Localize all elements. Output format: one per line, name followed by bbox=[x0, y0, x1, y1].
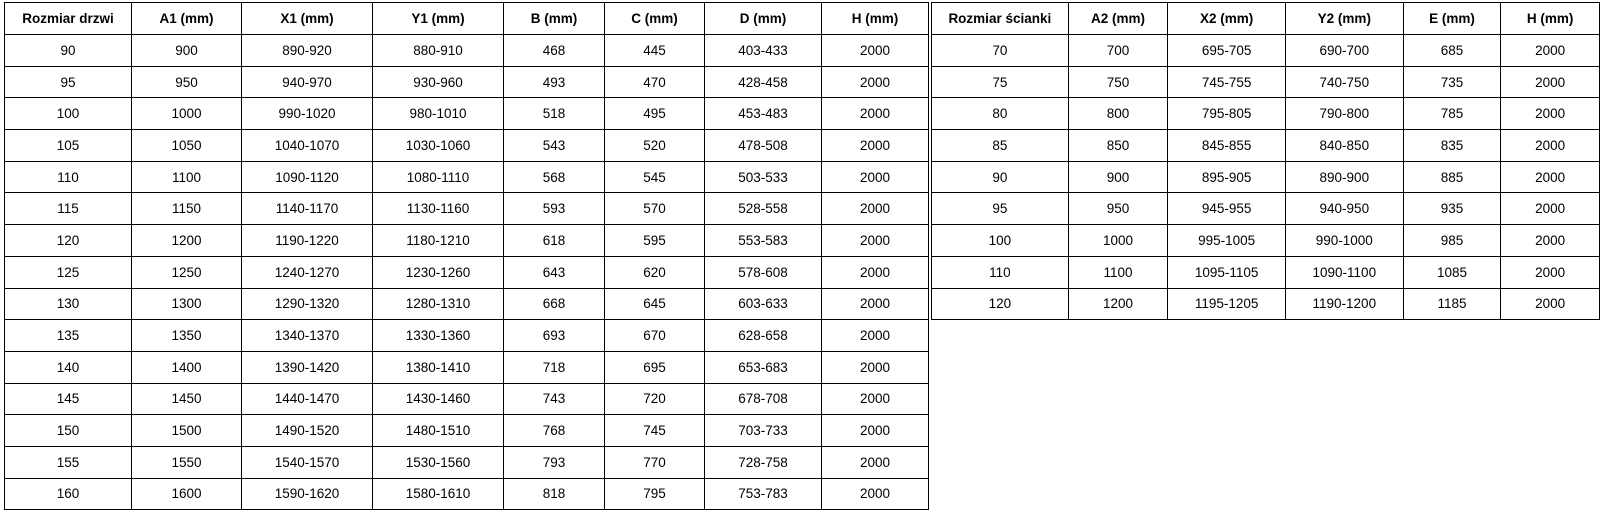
walls-cell: 835 bbox=[1403, 130, 1501, 162]
doors-cell: 1450 bbox=[132, 383, 242, 415]
doors-cell: 900 bbox=[132, 35, 242, 67]
doors-dimensions-table-container bbox=[4, 2, 929, 510]
table-row bbox=[5, 415, 929, 447]
doors-column-header: H (mm) bbox=[822, 3, 929, 35]
walls-cell: 700 bbox=[1068, 35, 1168, 67]
doors-cell: 795 bbox=[605, 478, 705, 510]
doors-cell: 603-633 bbox=[705, 288, 822, 320]
table-row bbox=[932, 288, 1600, 320]
walls-cell: 740-750 bbox=[1285, 66, 1403, 98]
walls-cell: 790-800 bbox=[1285, 98, 1403, 130]
doors-column-header: Rozmiar drzwi bbox=[5, 3, 132, 35]
doors-cell: 403-433 bbox=[705, 35, 822, 67]
doors-cell: 2000 bbox=[822, 193, 929, 225]
doors-cell: 543 bbox=[504, 130, 605, 162]
walls-cell: 1190-1200 bbox=[1285, 288, 1403, 320]
doors-cell: 568 bbox=[504, 161, 605, 193]
walls-cell: 1200 bbox=[1068, 288, 1168, 320]
walls-cell: 735 bbox=[1403, 66, 1501, 98]
doors-cell: 105 bbox=[5, 130, 132, 162]
doors-cell: 1040-1070 bbox=[242, 130, 373, 162]
doors-cell: 695 bbox=[605, 351, 705, 383]
walls-cell: 690-700 bbox=[1285, 35, 1403, 67]
doors-cell: 445 bbox=[605, 35, 705, 67]
doors-cell: 950 bbox=[132, 66, 242, 98]
doors-cell: 1550 bbox=[132, 446, 242, 478]
walls-cell: 750 bbox=[1068, 66, 1168, 98]
table-row bbox=[5, 193, 929, 225]
walls-cell: 745-755 bbox=[1168, 66, 1286, 98]
table-row bbox=[5, 66, 929, 98]
doors-cell: 595 bbox=[605, 225, 705, 257]
table-row bbox=[5, 98, 929, 130]
doors-column-header: D (mm) bbox=[705, 3, 822, 35]
walls-cell: 695-705 bbox=[1168, 35, 1286, 67]
walls-cell: 2000 bbox=[1501, 98, 1600, 130]
doors-cell: 620 bbox=[605, 256, 705, 288]
doors-cell: 125 bbox=[5, 256, 132, 288]
walls-cell: 1185 bbox=[1403, 288, 1501, 320]
table-header-row bbox=[5, 3, 929, 35]
walls-cell: 2000 bbox=[1501, 35, 1600, 67]
doors-cell: 930-960 bbox=[373, 66, 504, 98]
doors-cell: 1600 bbox=[132, 478, 242, 510]
doors-cell: 155 bbox=[5, 446, 132, 478]
walls-cell: 2000 bbox=[1501, 225, 1600, 257]
walls-cell: 1085 bbox=[1403, 256, 1501, 288]
doors-cell: 1180-1210 bbox=[373, 225, 504, 257]
walls-cell: 885 bbox=[1403, 161, 1501, 193]
doors-cell: 545 bbox=[605, 161, 705, 193]
walls-cell: 85 bbox=[932, 130, 1069, 162]
table-row bbox=[5, 320, 929, 352]
table-header-row bbox=[932, 3, 1600, 35]
doors-cell: 770 bbox=[605, 446, 705, 478]
doors-cell: 2000 bbox=[822, 320, 929, 352]
doors-cell: 703-733 bbox=[705, 415, 822, 447]
doors-cell: 2000 bbox=[822, 478, 929, 510]
doors-cell: 890-920 bbox=[242, 35, 373, 67]
doors-cell: 115 bbox=[5, 193, 132, 225]
doors-cell: 2000 bbox=[822, 225, 929, 257]
doors-cell: 90 bbox=[5, 35, 132, 67]
doors-cell: 718 bbox=[504, 351, 605, 383]
doors-cell: 1150 bbox=[132, 193, 242, 225]
doors-cell: 1250 bbox=[132, 256, 242, 288]
doors-cell: 728-758 bbox=[705, 446, 822, 478]
doors-cell: 1440-1470 bbox=[242, 383, 373, 415]
doors-dimensions-table bbox=[4, 2, 929, 510]
table-row bbox=[932, 193, 1600, 225]
doors-cell: 990-1020 bbox=[242, 98, 373, 130]
table-row bbox=[932, 130, 1600, 162]
walls-cell: 1100 bbox=[1068, 256, 1168, 288]
walls-cell: 685 bbox=[1403, 35, 1501, 67]
doors-cell: 493 bbox=[504, 66, 605, 98]
doors-cell: 1330-1360 bbox=[373, 320, 504, 352]
table-row bbox=[5, 446, 929, 478]
doors-cell: 95 bbox=[5, 66, 132, 98]
walls-cell: 2000 bbox=[1501, 288, 1600, 320]
walls-cell: 995-1005 bbox=[1168, 225, 1286, 257]
doors-cell: 1000 bbox=[132, 98, 242, 130]
doors-cell: 2000 bbox=[822, 415, 929, 447]
doors-cell: 720 bbox=[605, 383, 705, 415]
table-row bbox=[932, 35, 1600, 67]
walls-cell: 100 bbox=[932, 225, 1069, 257]
doors-cell: 668 bbox=[504, 288, 605, 320]
walls-cell: 845-855 bbox=[1168, 130, 1286, 162]
doors-cell: 478-508 bbox=[705, 130, 822, 162]
doors-cell: 130 bbox=[5, 288, 132, 320]
doors-cell: 793 bbox=[504, 446, 605, 478]
doors-cell: 553-583 bbox=[705, 225, 822, 257]
doors-cell: 1500 bbox=[132, 415, 242, 447]
walls-cell: 2000 bbox=[1501, 161, 1600, 193]
walls-cell: 990-1000 bbox=[1285, 225, 1403, 257]
doors-cell: 743 bbox=[504, 383, 605, 415]
doors-cell: 643 bbox=[504, 256, 605, 288]
doors-cell: 1030-1060 bbox=[373, 130, 504, 162]
doors-cell: 2000 bbox=[822, 383, 929, 415]
doors-cell: 1490-1520 bbox=[242, 415, 373, 447]
doors-cell: 1140-1170 bbox=[242, 193, 373, 225]
walls-column-header: A2 (mm) bbox=[1068, 3, 1168, 35]
doors-cell: 693 bbox=[504, 320, 605, 352]
doors-cell: 745 bbox=[605, 415, 705, 447]
doors-cell: 940-970 bbox=[242, 66, 373, 98]
walls-dimensions-table bbox=[931, 2, 1600, 320]
doors-cell: 1080-1110 bbox=[373, 161, 504, 193]
table-row bbox=[5, 161, 929, 193]
doors-cell: 2000 bbox=[822, 66, 929, 98]
table-row bbox=[932, 225, 1600, 257]
walls-cell: 840-850 bbox=[1285, 130, 1403, 162]
doors-cell: 1530-1560 bbox=[373, 446, 504, 478]
walls-cell: 985 bbox=[1403, 225, 1501, 257]
doors-cell: 145 bbox=[5, 383, 132, 415]
walls-column-header: Y2 (mm) bbox=[1285, 3, 1403, 35]
doors-cell: 453-483 bbox=[705, 98, 822, 130]
doors-cell: 578-608 bbox=[705, 256, 822, 288]
doors-cell: 495 bbox=[605, 98, 705, 130]
walls-column-header: Rozmiar ścianki bbox=[932, 3, 1069, 35]
doors-cell: 1280-1310 bbox=[373, 288, 504, 320]
walls-cell: 95 bbox=[932, 193, 1069, 225]
doors-cell: 628-658 bbox=[705, 320, 822, 352]
doors-column-header: C (mm) bbox=[605, 3, 705, 35]
doors-column-header: B (mm) bbox=[504, 3, 605, 35]
table-row bbox=[5, 35, 929, 67]
doors-cell: 470 bbox=[605, 66, 705, 98]
walls-cell: 110 bbox=[932, 256, 1069, 288]
walls-column-header: X2 (mm) bbox=[1168, 3, 1286, 35]
doors-column-header: Y1 (mm) bbox=[373, 3, 504, 35]
walls-column-header: H (mm) bbox=[1501, 3, 1600, 35]
walls-cell: 80 bbox=[932, 98, 1069, 130]
doors-cell: 2000 bbox=[822, 351, 929, 383]
doors-cell: 1340-1370 bbox=[242, 320, 373, 352]
doors-cell: 1350 bbox=[132, 320, 242, 352]
walls-column-header: E (mm) bbox=[1403, 3, 1501, 35]
doors-cell: 880-910 bbox=[373, 35, 504, 67]
walls-cell: 1095-1105 bbox=[1168, 256, 1286, 288]
doors-cell: 520 bbox=[605, 130, 705, 162]
doors-column-header: A1 (mm) bbox=[132, 3, 242, 35]
doors-cell: 1290-1320 bbox=[242, 288, 373, 320]
doors-cell: 1050 bbox=[132, 130, 242, 162]
walls-cell: 70 bbox=[932, 35, 1069, 67]
doors-cell: 570 bbox=[605, 193, 705, 225]
doors-cell: 528-558 bbox=[705, 193, 822, 225]
doors-cell: 1400 bbox=[132, 351, 242, 383]
doors-cell: 593 bbox=[504, 193, 605, 225]
doors-cell: 1380-1410 bbox=[373, 351, 504, 383]
doors-cell: 100 bbox=[5, 98, 132, 130]
doors-cell: 1230-1260 bbox=[373, 256, 504, 288]
table-row bbox=[5, 256, 929, 288]
doors-cell: 980-1010 bbox=[373, 98, 504, 130]
walls-cell: 945-955 bbox=[1168, 193, 1286, 225]
walls-cell: 900 bbox=[1068, 161, 1168, 193]
doors-cell: 768 bbox=[504, 415, 605, 447]
table-row bbox=[932, 256, 1600, 288]
doors-cell: 1390-1420 bbox=[242, 351, 373, 383]
walls-cell: 2000 bbox=[1501, 256, 1600, 288]
doors-cell: 2000 bbox=[822, 35, 929, 67]
walls-cell: 1195-1205 bbox=[1168, 288, 1286, 320]
walls-cell: 2000 bbox=[1501, 66, 1600, 98]
walls-cell: 2000 bbox=[1501, 193, 1600, 225]
walls-cell: 890-900 bbox=[1285, 161, 1403, 193]
walls-cell: 795-805 bbox=[1168, 98, 1286, 130]
doors-cell: 150 bbox=[5, 415, 132, 447]
doors-cell: 1540-1570 bbox=[242, 446, 373, 478]
doors-cell: 753-783 bbox=[705, 478, 822, 510]
walls-cell: 90 bbox=[932, 161, 1069, 193]
doors-cell: 428-458 bbox=[705, 66, 822, 98]
doors-cell: 1590-1620 bbox=[242, 478, 373, 510]
doors-cell: 2000 bbox=[822, 130, 929, 162]
table-row bbox=[5, 225, 929, 257]
doors-cell: 468 bbox=[504, 35, 605, 67]
table-row bbox=[932, 98, 1600, 130]
walls-cell: 2000 bbox=[1501, 130, 1600, 162]
walls-cell: 850 bbox=[1068, 130, 1168, 162]
table-row bbox=[932, 66, 1600, 98]
walls-cell: 940-950 bbox=[1285, 193, 1403, 225]
doors-cell: 1480-1510 bbox=[373, 415, 504, 447]
doors-cell: 618 bbox=[504, 225, 605, 257]
doors-cell: 1100 bbox=[132, 161, 242, 193]
doors-column-header: X1 (mm) bbox=[242, 3, 373, 35]
doors-cell: 110 bbox=[5, 161, 132, 193]
walls-cell: 1090-1100 bbox=[1285, 256, 1403, 288]
doors-cell: 2000 bbox=[822, 288, 929, 320]
doors-cell: 818 bbox=[504, 478, 605, 510]
doors-cell: 2000 bbox=[822, 98, 929, 130]
doors-cell: 1580-1610 bbox=[373, 478, 504, 510]
walls-dimensions-table-container bbox=[931, 2, 1600, 320]
doors-cell: 670 bbox=[605, 320, 705, 352]
walls-cell: 785 bbox=[1403, 98, 1501, 130]
doors-cell: 1090-1120 bbox=[242, 161, 373, 193]
walls-cell: 950 bbox=[1068, 193, 1168, 225]
walls-cell: 1000 bbox=[1068, 225, 1168, 257]
doors-cell: 2000 bbox=[822, 161, 929, 193]
doors-cell: 503-533 bbox=[705, 161, 822, 193]
doors-cell: 1200 bbox=[132, 225, 242, 257]
walls-cell: 75 bbox=[932, 66, 1069, 98]
walls-cell: 800 bbox=[1068, 98, 1168, 130]
doors-cell: 2000 bbox=[822, 446, 929, 478]
doors-cell: 140 bbox=[5, 351, 132, 383]
walls-cell: 935 bbox=[1403, 193, 1501, 225]
table-row bbox=[5, 383, 929, 415]
doors-cell: 120 bbox=[5, 225, 132, 257]
table-row bbox=[5, 130, 929, 162]
doors-cell: 1240-1270 bbox=[242, 256, 373, 288]
doors-cell: 1430-1460 bbox=[373, 383, 504, 415]
doors-cell: 2000 bbox=[822, 256, 929, 288]
doors-cell: 1300 bbox=[132, 288, 242, 320]
table-row bbox=[5, 351, 929, 383]
doors-cell: 653-683 bbox=[705, 351, 822, 383]
table-row bbox=[932, 161, 1600, 193]
doors-cell: 160 bbox=[5, 478, 132, 510]
table-row bbox=[5, 478, 929, 510]
walls-cell: 120 bbox=[932, 288, 1069, 320]
doors-cell: 678-708 bbox=[705, 383, 822, 415]
walls-cell: 895-905 bbox=[1168, 161, 1286, 193]
doors-cell: 645 bbox=[605, 288, 705, 320]
doors-cell: 518 bbox=[504, 98, 605, 130]
doors-cell: 1130-1160 bbox=[373, 193, 504, 225]
table-row bbox=[5, 288, 929, 320]
doors-cell: 1190-1220 bbox=[242, 225, 373, 257]
doors-cell: 135 bbox=[5, 320, 132, 352]
